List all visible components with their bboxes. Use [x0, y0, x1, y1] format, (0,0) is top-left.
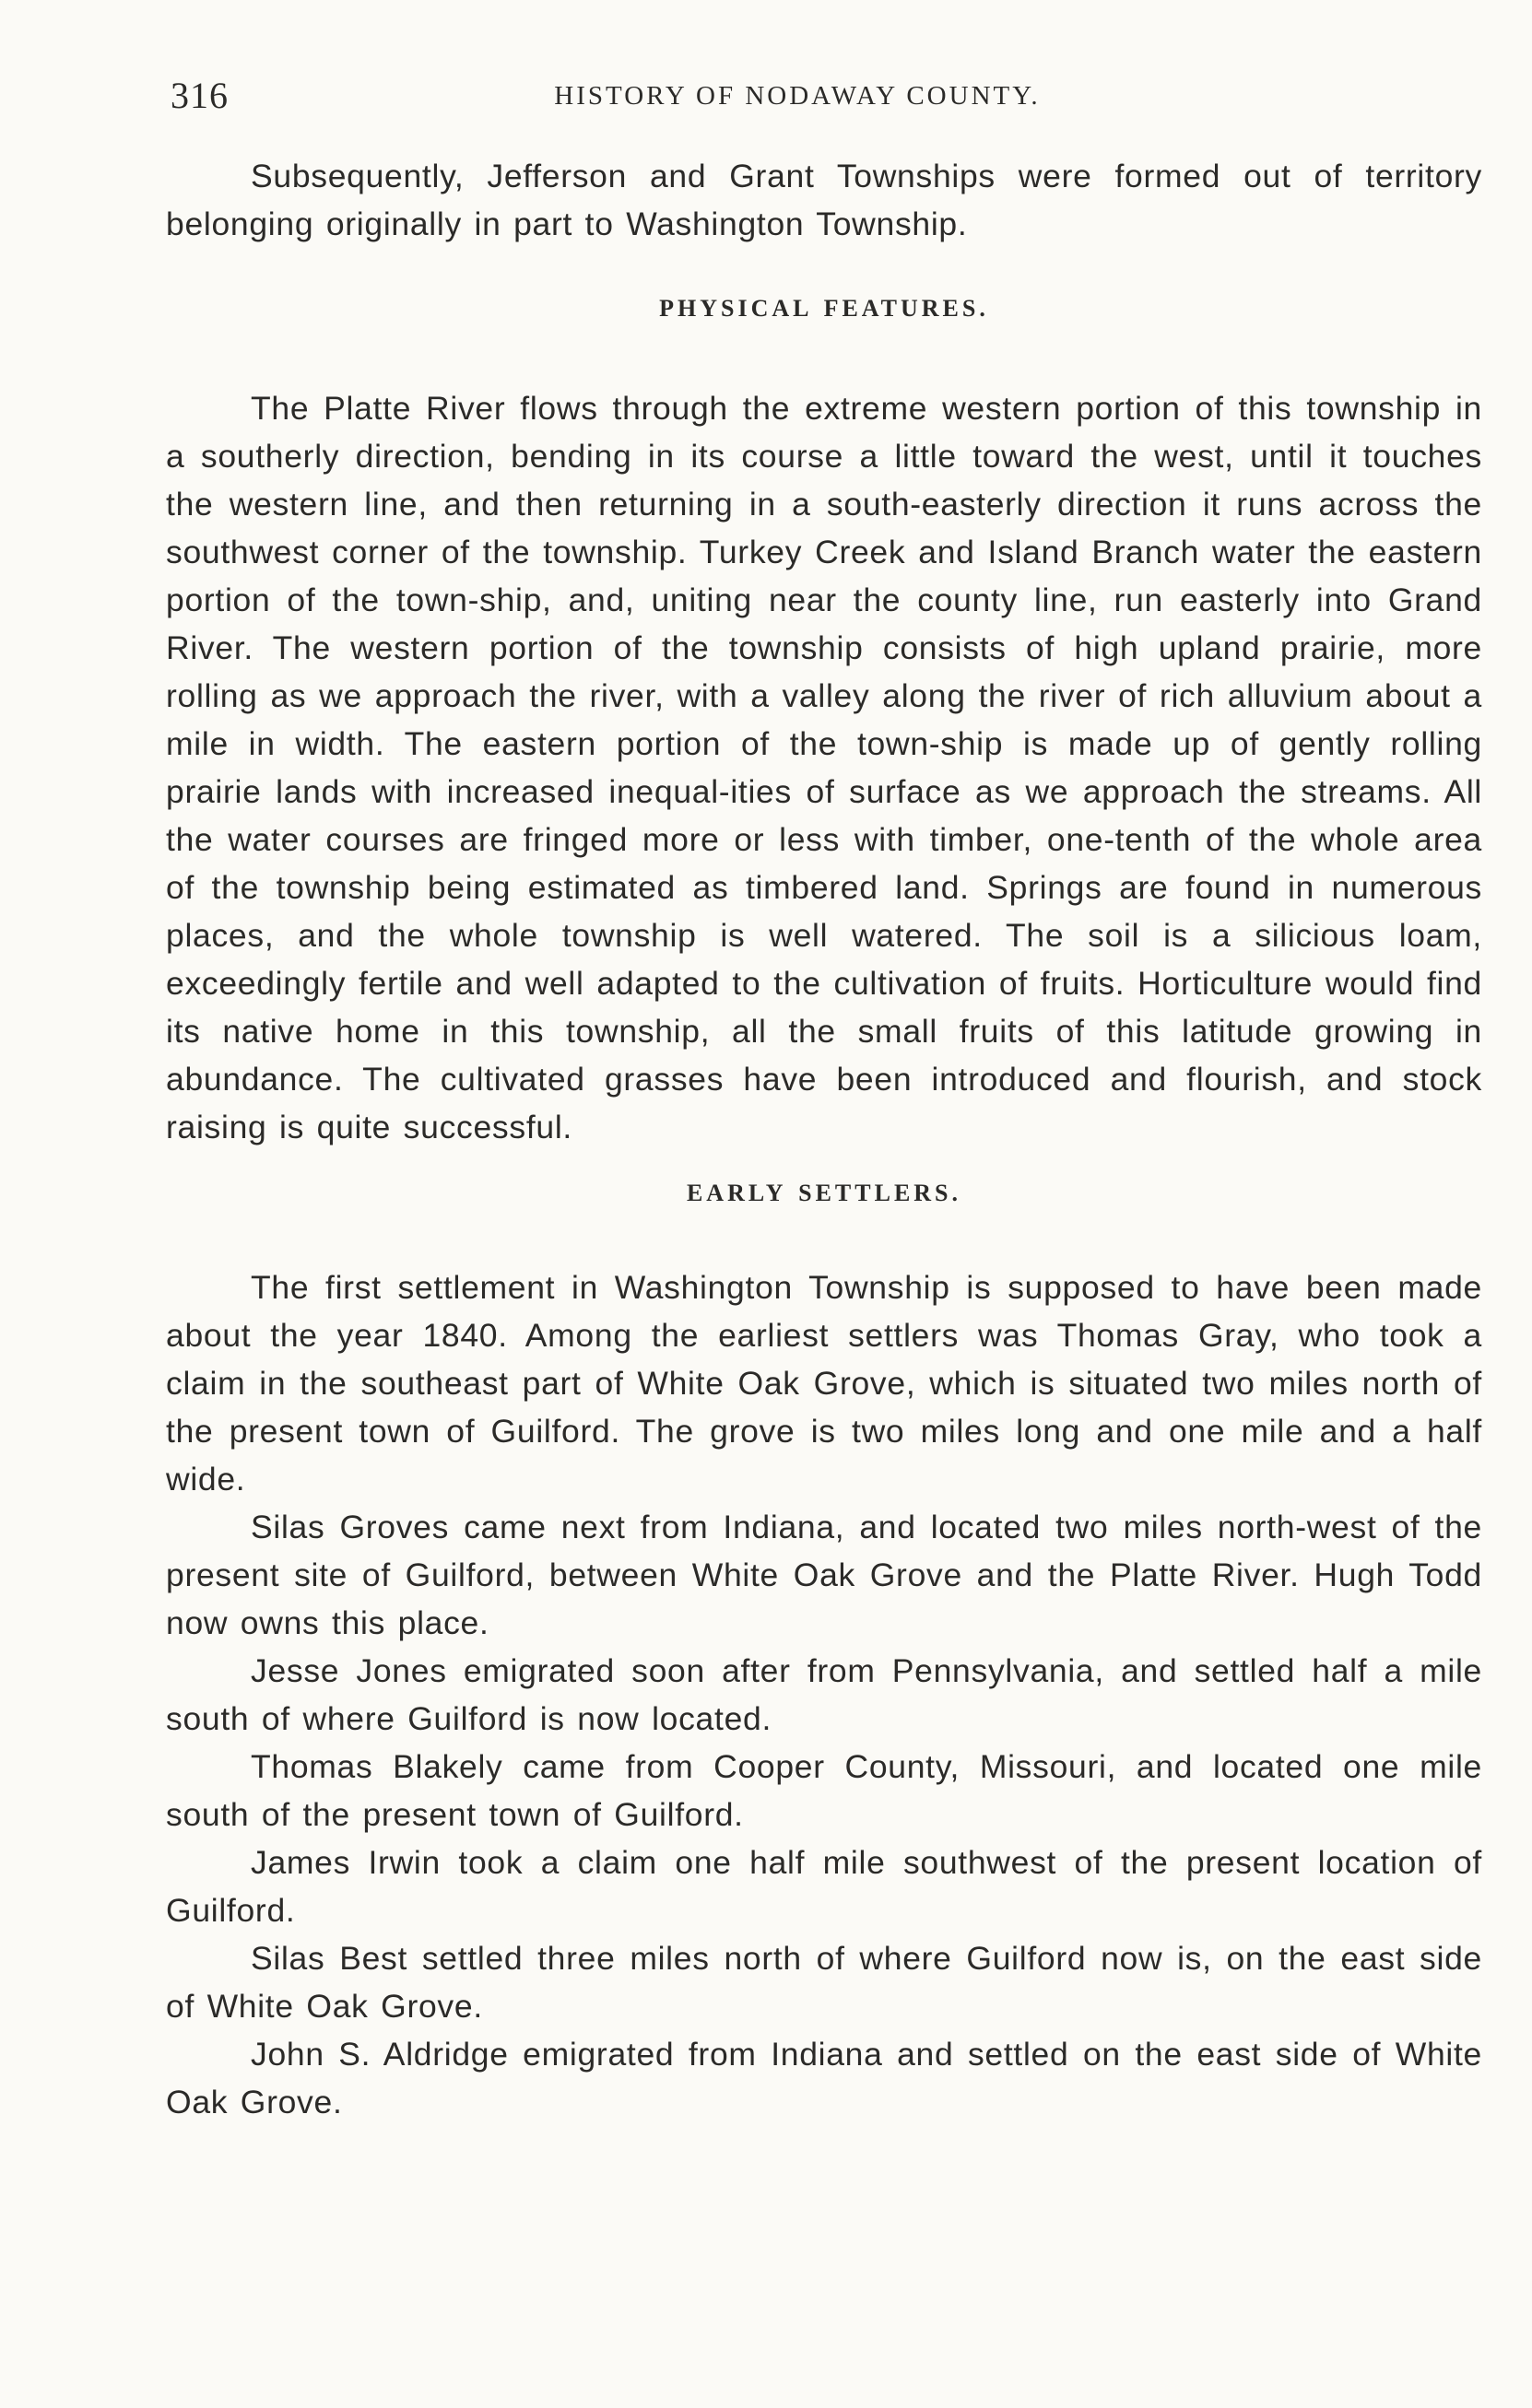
section-heading-early-settlers: EARLY SETTLERS. [686, 1180, 962, 1206]
early-settlers-paragraph: The first settlement in Washington Township is supposed to have been made about the year 1840. Among the earliest settlers was Thomas Gray, who took a claim in the southeast part of White Oak Grove, which is situated two miles north of the present town of Guilford. The grove is two miles long and one mile and a half wide. [166, 1269, 1482, 1498]
settler-paragraph-silas-best: Silas Best settled three miles north of where Guilford now is, on the east side of White Oak Grove. [166, 1940, 1482, 2025]
section-heading-physical-features: PHYSICAL FEATURES. [659, 295, 989, 322]
settler-paragraph-silas-groves: Silas Groves came next from Indiana, and located two miles north-west of the present site of Guilford, between White Oak Grove and the Platte River. Hugh Todd now owns this place. [166, 1509, 1482, 1641]
running-title: HISTORY OF NODAWAY COUNTY. [554, 81, 1041, 111]
settler-paragraph-jesse-jones: Jesse Jones emigrated soon after from Pennsylvania, and settled half a mile south of where Guilford is now located. [166, 1652, 1482, 1737]
physical-features-paragraph: The Platte River flows through the extreme western portion of this township in a southerly direction, bending in its course a little toward the west, until it touches the western line, and then returning in a south-easterly direction it runs across the southwest corner of the township. Turkey Creek and Island Branch water the eastern portion of the town-ship, and, uniting near the county line, run easterly into Grand River. The western portion of the township consists of high upland prairie, more rolling as we approach the river, with a valley along the river of rich alluvium about a mile in width. The eastern portion of the town-ship is made up of gently rolling prairie lands with increased inequal-ities of surface as we approach the streams. All the water courses are fringed more or less with timber, one-tenth of the whole area of the township being estimated as timbered land. Springs are found in numerous places, and the whole township is well watered. The soil is a silicious loam, exceedingly fertile and well adapted to the cultivation of fruits. Horticulture would find its native home in this township, all the small fruits of this latitude growing in abundance. The cultivated grasses have been introduced and flourish, and stock raising is quite successful. [166, 390, 1482, 1145]
settler-paragraph-james-irwin: James Irwin took a claim one half mile southwest of the present location of Guilford. [166, 1844, 1482, 1929]
page-header [171, 74, 1424, 129]
page-number: 316 [171, 75, 229, 116]
intro-paragraph: Subsequently, Jefferson and Grant Townships were formed out of territory belonging originally in part to Washington Township. [166, 158, 1482, 242]
page-body [166, 152, 1482, 2126]
settler-paragraph-thomas-blakely: Thomas Blakely came from Cooper County, Missouri, and located one mile south of the present town of Guilford. [166, 1748, 1482, 1833]
settler-paragraph-john-aldridge: John S. Aldridge emigrated from Indiana and settled on the east side of White Oak Grove. [166, 2036, 1482, 2120]
